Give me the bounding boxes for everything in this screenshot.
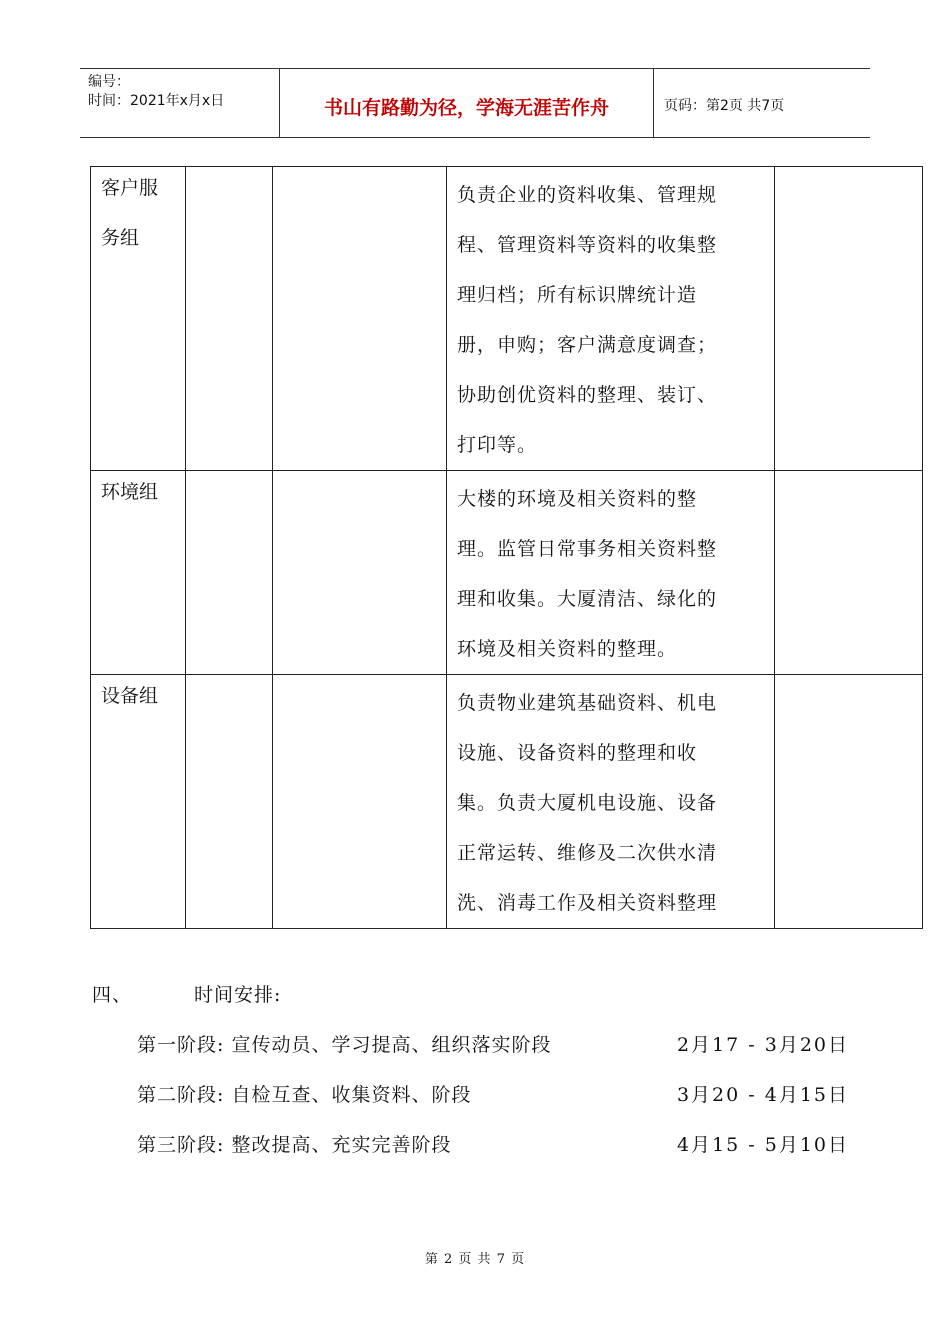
document-code-label: 编号： <box>88 74 130 90</box>
section-title: 时间安排: <box>194 984 282 1006</box>
phase-date: 2月17 - 3月20日 <box>676 1034 849 1056</box>
empty-cell <box>273 675 447 929</box>
empty-cell <box>186 471 273 675</box>
table-row <box>91 167 923 471</box>
phase-date: 3月20 - 4月15日 <box>676 1084 849 1106</box>
phase-label: 第三阶段: 整改提高、充实完善阶段 <box>137 1134 452 1156</box>
header-page-code: 页码：第2页 共7页 <box>664 98 785 114</box>
table-row <box>91 675 923 929</box>
phase-date: 4月15 - 5月10日 <box>676 1134 849 1156</box>
group-cell <box>91 471 186 675</box>
empty-cell <box>775 675 923 929</box>
header-motto: 书山有路勤为径，学海无涯苦作舟 <box>280 69 654 137</box>
responsibility-table <box>90 166 923 929</box>
description-cell <box>447 471 775 675</box>
header-meta <box>80 69 280 137</box>
group-name: 环境组 <box>101 481 159 503</box>
empty-cell <box>273 471 447 675</box>
empty-cell <box>186 675 273 929</box>
table-row <box>91 471 923 675</box>
group-name: 设备组 <box>101 685 159 707</box>
phase-label: 第一阶段: 宣传动员、学习提高、组织落实阶段 <box>137 1034 552 1056</box>
group-description: 负责企业的资料收集、管理规 程、管理资料等资料的收集整 理归档；所有标识牌统计造 册，申购；客户满意度调查； 协助创优资料的整理、装订、 打印等。 <box>457 184 718 456</box>
phase-label: 第二阶段: 自检互查、收集资料、阶段 <box>137 1084 472 1106</box>
empty-cell <box>273 167 447 471</box>
group-description: 大楼的环境及相关资料的整 理。监管日常事务相关资料整 理和收集。大厦清洁、绿化的 环境及相关资料的整理。 <box>457 488 718 660</box>
empty-cell <box>775 471 923 675</box>
group-cell <box>91 167 186 471</box>
section-number: 四、 <box>92 984 133 1006</box>
group-cell <box>91 675 186 929</box>
group-name: 客户服 务组 <box>101 177 159 249</box>
page-footer: 第 2 页 共 7 页 <box>424 1252 526 1267</box>
group-description: 负责物业建筑基础资料、机电 设施、设备资料的整理和收 集。负责大厦机电设施、设备 正常运转、维修及二次供水清 洗、消毒工作及相关资料整理 <box>457 692 718 914</box>
description-cell <box>447 675 775 929</box>
description-cell <box>447 167 775 471</box>
page-header <box>80 68 870 138</box>
empty-cell <box>775 167 923 471</box>
empty-cell <box>186 167 273 471</box>
document-time-label: 时间：2021年x月x日 <box>88 93 225 109</box>
